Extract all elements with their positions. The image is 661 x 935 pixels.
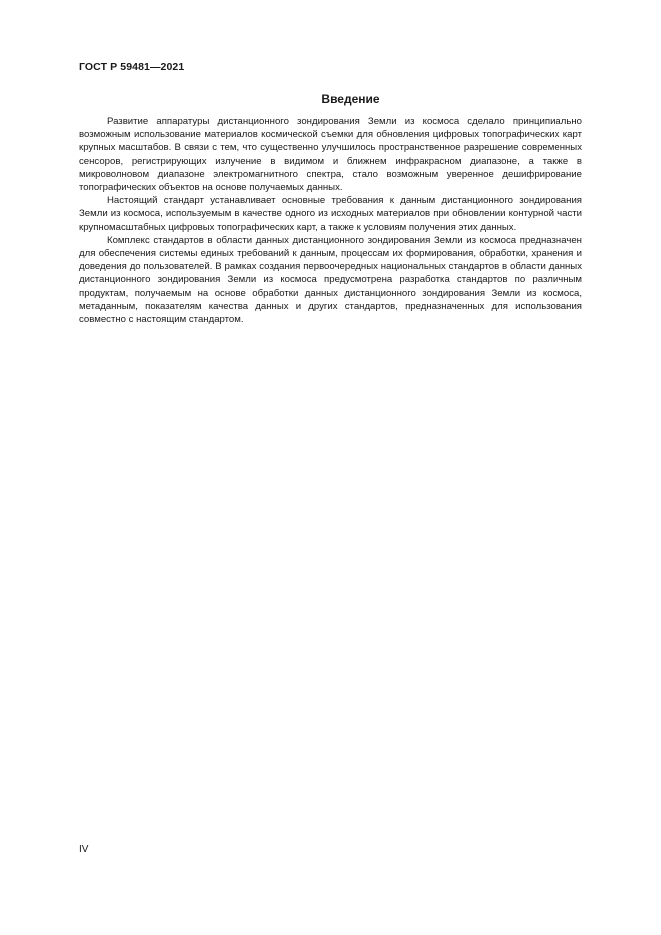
paragraph-2: Настоящий стандарт устанавливает основные требования к данным дистанционного зондирования Земли из космоса, используемым в качестве одного из исходных материалов при обновлении контурной части крупномасштабных цифровых топографических карт, а также к условиям получения этих данных. bbox=[79, 195, 582, 233]
paragraph-1: Развитие аппаратуры дистанционного зондирования Земли из космоса сделало принципиально возможным использование материалов космической съемки для обновления цифровых топографических карт крупных масштабов. В связи с тем, что существенно улучшилось пространственное разрешение современных сенсоров, регистрирующих излучение в видимом и ближнем инфракрасном диапазоне, а также в микроволновом диапазоне электромагнитного спектра, стало возможным уверенное дешифрирование топографических объектов на основе получаемых данных. bbox=[79, 116, 582, 194]
document-header: ГОСТ Р 59481—2021 bbox=[79, 61, 185, 73]
section-body bbox=[79, 115, 582, 326]
section-title: Введение bbox=[321, 92, 380, 106]
paragraph-3: Комплекс стандартов в области данных дистанционного зондирования Земли из космоса предназначен для обеспечения системы единых требований к данным, процессам их формирования, обработки, хранения и доведения до пользователей. В рамках создания первоочередных национальных стандартов в области данных дистанционного зондирования Земли из космоса предусмотрена разработка стандартов по различным продуктам, получаемым на основе обработки данных дистанционного зондирования Земли из космоса, метаданным, показателям качества данных и других стандартов, предназначенных для использования совместно с настоящим стандартом. bbox=[79, 234, 582, 326]
page-number: IV bbox=[79, 844, 89, 855]
